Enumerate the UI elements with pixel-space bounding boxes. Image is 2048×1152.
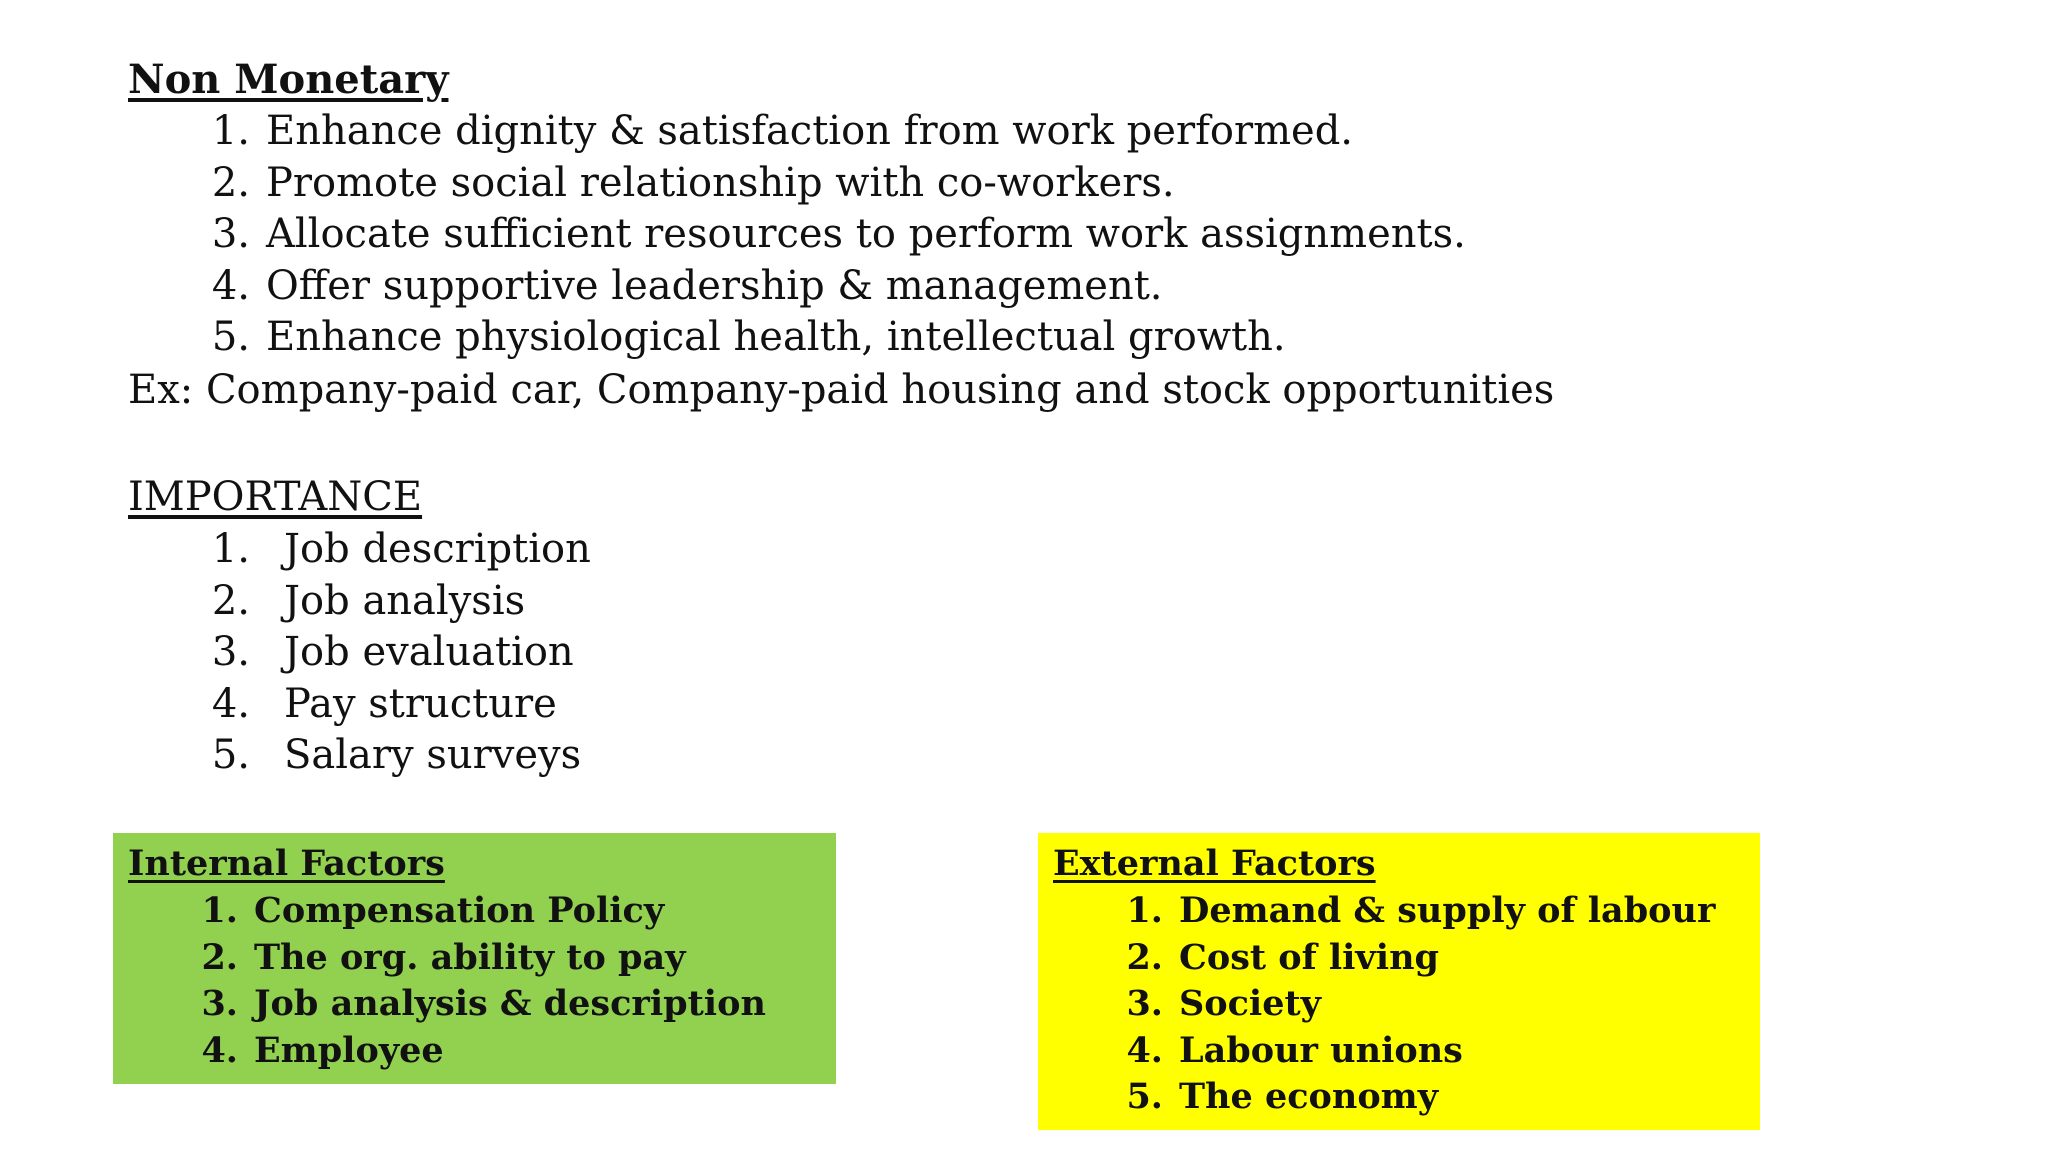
list-item: [200, 209, 1466, 261]
list-text: Job evaluation: [284, 629, 574, 675]
list-item: [193, 1028, 766, 1075]
internal-factors-list: [193, 888, 766, 1074]
list-text: Employee: [254, 1029, 444, 1071]
list-text: The org. ability to pay: [254, 936, 686, 978]
list-number: 5.: [1126, 1076, 1163, 1117]
list-number: 2.: [211, 577, 250, 624]
list-item: [1118, 1074, 1715, 1121]
list-text: Offer supportive leadership & management.: [266, 262, 1163, 309]
list-number: 2.: [1126, 936, 1163, 978]
list-text: The economy: [1179, 1076, 1439, 1117]
list-number: 5.: [211, 314, 250, 360]
list-text: Demand & supply of labour: [1179, 890, 1716, 931]
list-text: Promote social relationship with co-workers.: [266, 159, 1175, 206]
list-number: 1.: [201, 890, 238, 931]
list-item: [1118, 981, 1715, 1028]
list-number: 2.: [211, 159, 250, 206]
list-item: [193, 935, 766, 982]
list-text: Job description: [284, 526, 591, 572]
list-item: [200, 524, 591, 576]
external-factors-box: [1038, 833, 1760, 1130]
internal-factors-box: [113, 833, 836, 1084]
external-factors-heading: External Factors: [1053, 843, 1376, 884]
list-number: 4.: [1126, 1029, 1163, 1071]
internal-factors-heading: Internal Factors: [128, 843, 445, 884]
list-text: Cost of living: [1179, 936, 1439, 978]
list-item: [200, 106, 1466, 158]
list-number: 4.: [201, 1029, 238, 1071]
list-item: [1118, 935, 1715, 982]
list-number: 3.: [211, 629, 250, 675]
list-text: Enhance physiological health, intellectual growth.: [266, 314, 1286, 360]
list-text: Allocate sufficient resources to perform work assignments.: [266, 211, 1466, 257]
list-item: [200, 312, 1466, 364]
list-number: 4.: [211, 262, 250, 309]
list-text: Labour unions: [1179, 1029, 1463, 1071]
list-text: Pay structure: [284, 680, 557, 727]
list-text: Salary surveys: [284, 732, 582, 778]
list-item: [200, 679, 591, 731]
list-text: Society: [1179, 983, 1321, 1024]
list-number: 3.: [211, 211, 250, 257]
list-item: [200, 158, 1466, 210]
list-text: Enhance dignity & satisfaction from work performed.: [266, 108, 1354, 154]
list-number: 1.: [211, 526, 250, 572]
importance-list: [200, 524, 591, 782]
list-item: [193, 981, 766, 1028]
list-text: Job analysis: [284, 577, 526, 624]
list-item: [200, 730, 591, 782]
list-number: 3.: [1126, 983, 1163, 1024]
list-number: 1.: [1126, 890, 1163, 931]
list-text: Job analysis & description: [254, 983, 766, 1024]
importance-heading: IMPORTANCE: [128, 474, 423, 520]
list-text: Compensation Policy: [254, 890, 665, 931]
list-number: 3.: [201, 983, 238, 1024]
list-number: 5.: [211, 732, 250, 778]
non-monetary-heading: Non Monetary: [128, 56, 449, 103]
list-item: [200, 627, 591, 679]
list-number: 1.: [211, 108, 250, 154]
non-monetary-list: [200, 106, 1466, 364]
list-item: [193, 888, 766, 935]
external-factors-list: [1118, 888, 1715, 1121]
list-number: 2.: [201, 936, 238, 978]
list-item: [1118, 1028, 1715, 1075]
list-item: [200, 261, 1466, 313]
list-item: [1118, 888, 1715, 935]
list-number: 4.: [211, 680, 250, 727]
example-text: Ex: Company-paid car, Company-paid housing and stock opportunities: [128, 367, 1555, 413]
list-item: [200, 576, 591, 628]
